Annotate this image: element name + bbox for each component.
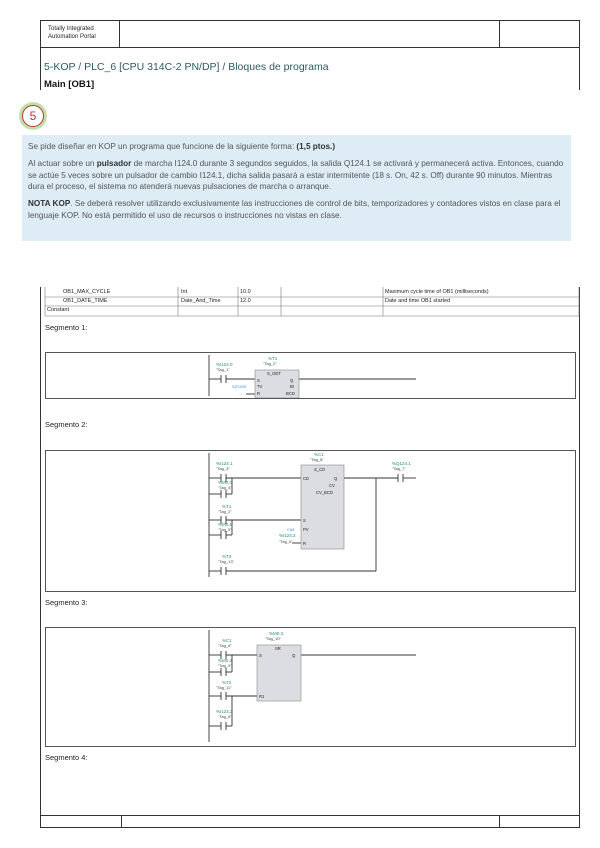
header-title-cell [120, 20, 500, 48]
n2-c4-tag: "Tag_5" [218, 527, 232, 532]
n2-c3-addr: %T1 [222, 504, 232, 509]
exercise-description [28, 158, 565, 193]
intro-text: Se pide diseñar en KOP un programa que funcione de la siguiente forma: [28, 142, 297, 151]
exercise-statement-panel [22, 135, 571, 241]
tia-portal-logo-text [40, 20, 120, 48]
n2-c2-addr: %M0.0 [218, 480, 233, 485]
n2-pin-cvbcd: CV_BCD [316, 490, 333, 495]
network-2[interactable] [45, 450, 576, 592]
n3-block-type: SR [275, 646, 281, 651]
n2-pin-cd: CD [303, 476, 310, 481]
network-1[interactable] [45, 352, 576, 399]
n2-pv-value: C#5 [287, 527, 295, 532]
n3-c3-tag: "Tag_11" [216, 685, 232, 690]
var-comment: Maximum cycle time of OB1 (milliseconds) [385, 289, 489, 295]
n1-pin-bi: BI [290, 384, 294, 389]
n2-block-type: S_CD [314, 467, 326, 472]
segment-1-title: Segmento 1: [45, 323, 88, 332]
n3-pin-s: S [259, 653, 262, 658]
n2-pin-q: Q [334, 476, 338, 481]
n3-block-addr: %M0.3 [269, 631, 284, 636]
desc-pre: Al actuar sobre un [28, 158, 97, 168]
var-type: Date_And_Time [181, 298, 221, 304]
n1-pin-tv: TV [257, 384, 263, 389]
n2-c1-addr: %I124.1 [216, 461, 233, 466]
n1-pin-q: Q [290, 378, 294, 383]
var-name: Constant [47, 307, 70, 313]
n1-block-tag: "Tag_2" [263, 361, 277, 366]
n2-c5-tag: "Tag_13" [218, 559, 234, 564]
segment-2-title: Segmento 2: [45, 420, 88, 429]
n2-pin-s: S [303, 518, 306, 523]
n3-pin-q: Q [292, 653, 296, 658]
n1-tv-value: S5T#3S [232, 384, 247, 389]
n3-c4-addr: %I124.2 [216, 709, 233, 714]
breadcrumb: 5-KOP / PLC_6 [CPU 314C-2 PN/DP] / Bloques de programa [44, 61, 329, 73]
n3-c3-addr: %T2 [222, 680, 232, 685]
exercise-note [28, 198, 565, 222]
segment-4-title: Segmento 4: [45, 753, 88, 762]
exercise-intro [28, 141, 565, 153]
n2-r-tag: "Tag_6" [279, 539, 293, 544]
n2-r-addr: %I124.2 [279, 533, 296, 538]
n1-pin-s: S [257, 378, 260, 383]
footer-cell-left [40, 815, 122, 828]
n3-pin-r1: R1 [259, 694, 265, 699]
n1-contact-addr: %I124.0 [216, 362, 233, 367]
n2-coil-addr: %Q124.1 [392, 461, 411, 466]
n2-c1-tag: "Tag_3" [216, 466, 230, 471]
ladder-network-3 [46, 628, 575, 746]
var-type: Int [181, 289, 188, 295]
n1-pin-bcd: BCD [286, 391, 295, 396]
n2-c4-addr: %M0.1 [218, 522, 233, 527]
var-offset: 12.0 [240, 298, 251, 304]
ladder-network-1 [46, 353, 575, 398]
network-3[interactable] [45, 627, 576, 747]
segment-3-title: Segmento 3: [45, 598, 88, 607]
points-label: (1,5 ptos.) [296, 142, 336, 151]
n2-c2-tag: "Tag_4" [218, 485, 232, 490]
n3-c1-addr: %C1 [222, 638, 232, 643]
n2-pin-pv: PV [303, 527, 309, 532]
var-offset: 10.0 [240, 289, 251, 295]
n3-block-tag: "Tag_10" [265, 636, 281, 641]
n1-block-addr: %T1 [268, 356, 278, 361]
desc-post: de marcha I124.0 durante 3 segundos seguidos, la salida Q124.1 se activará y permanecerá activa. Entonces, cuando se actúe 5 veces sobre un pulsador de cambio I124.1, dicha salida pasará a estar intermitente (18 s. On, 42 s. Off) durante 90 minutos. Mientras dura el proceso, el sistema no atenderá nuevas pulsaciones de marcha o arranque. [28, 158, 564, 192]
n2-coil-tag: "Tag_7" [392, 466, 406, 471]
block-title: Main [OB1] [44, 79, 95, 90]
logo-line-2: Automation Portal [48, 34, 96, 40]
n2-block-addr: %C1 [314, 452, 324, 457]
program-document [40, 287, 580, 827]
n3-c4-tag: "Tag_6" [218, 714, 232, 719]
var-name: OB1_DATE_TIME [63, 298, 108, 304]
var-name: OB1_MAX_CYCLE [63, 289, 111, 295]
note-text: . Se deberá resolver utilizando exclusivamente las instrucciones de control de bits, temporizadores y contadores vistos en clase para el lenguaje KOP. No está permitido el uso de recursos o instrucciones no vistas en clase. [28, 199, 561, 220]
n3-c2-addr: %M0.2 [218, 658, 233, 663]
n3-c1-tag: "Tag_8" [218, 643, 232, 648]
ladder-network-2 [46, 451, 575, 591]
footer-cell-middle [122, 815, 500, 828]
var-comment: Date and time OB1 started [385, 298, 451, 304]
note-bold: NOTA KOP [28, 199, 71, 209]
n2-pin-cv: CV [329, 483, 335, 488]
n1-contact-tag: "Tag_1" [216, 367, 230, 372]
n2-c5-addr: %T3 [222, 554, 232, 559]
n2-block-tag: "Tag_8" [310, 457, 324, 462]
desc-bold: pulsador [96, 158, 132, 168]
exercise-number-badge: 5 [22, 105, 44, 127]
n1-block-type: S_ODT [267, 371, 281, 376]
logo-line-1: Totally Integrated [48, 26, 94, 32]
n3-c2-tag: "Tag_9" [218, 663, 232, 668]
n1-r-ellipsis: ... [239, 391, 243, 396]
variable-table-grid [41, 287, 581, 319]
n2-pin-r: R [303, 541, 307, 546]
n2-c3-tag: "Tag_2" [218, 509, 232, 514]
n1-pin-r: R [257, 391, 261, 396]
